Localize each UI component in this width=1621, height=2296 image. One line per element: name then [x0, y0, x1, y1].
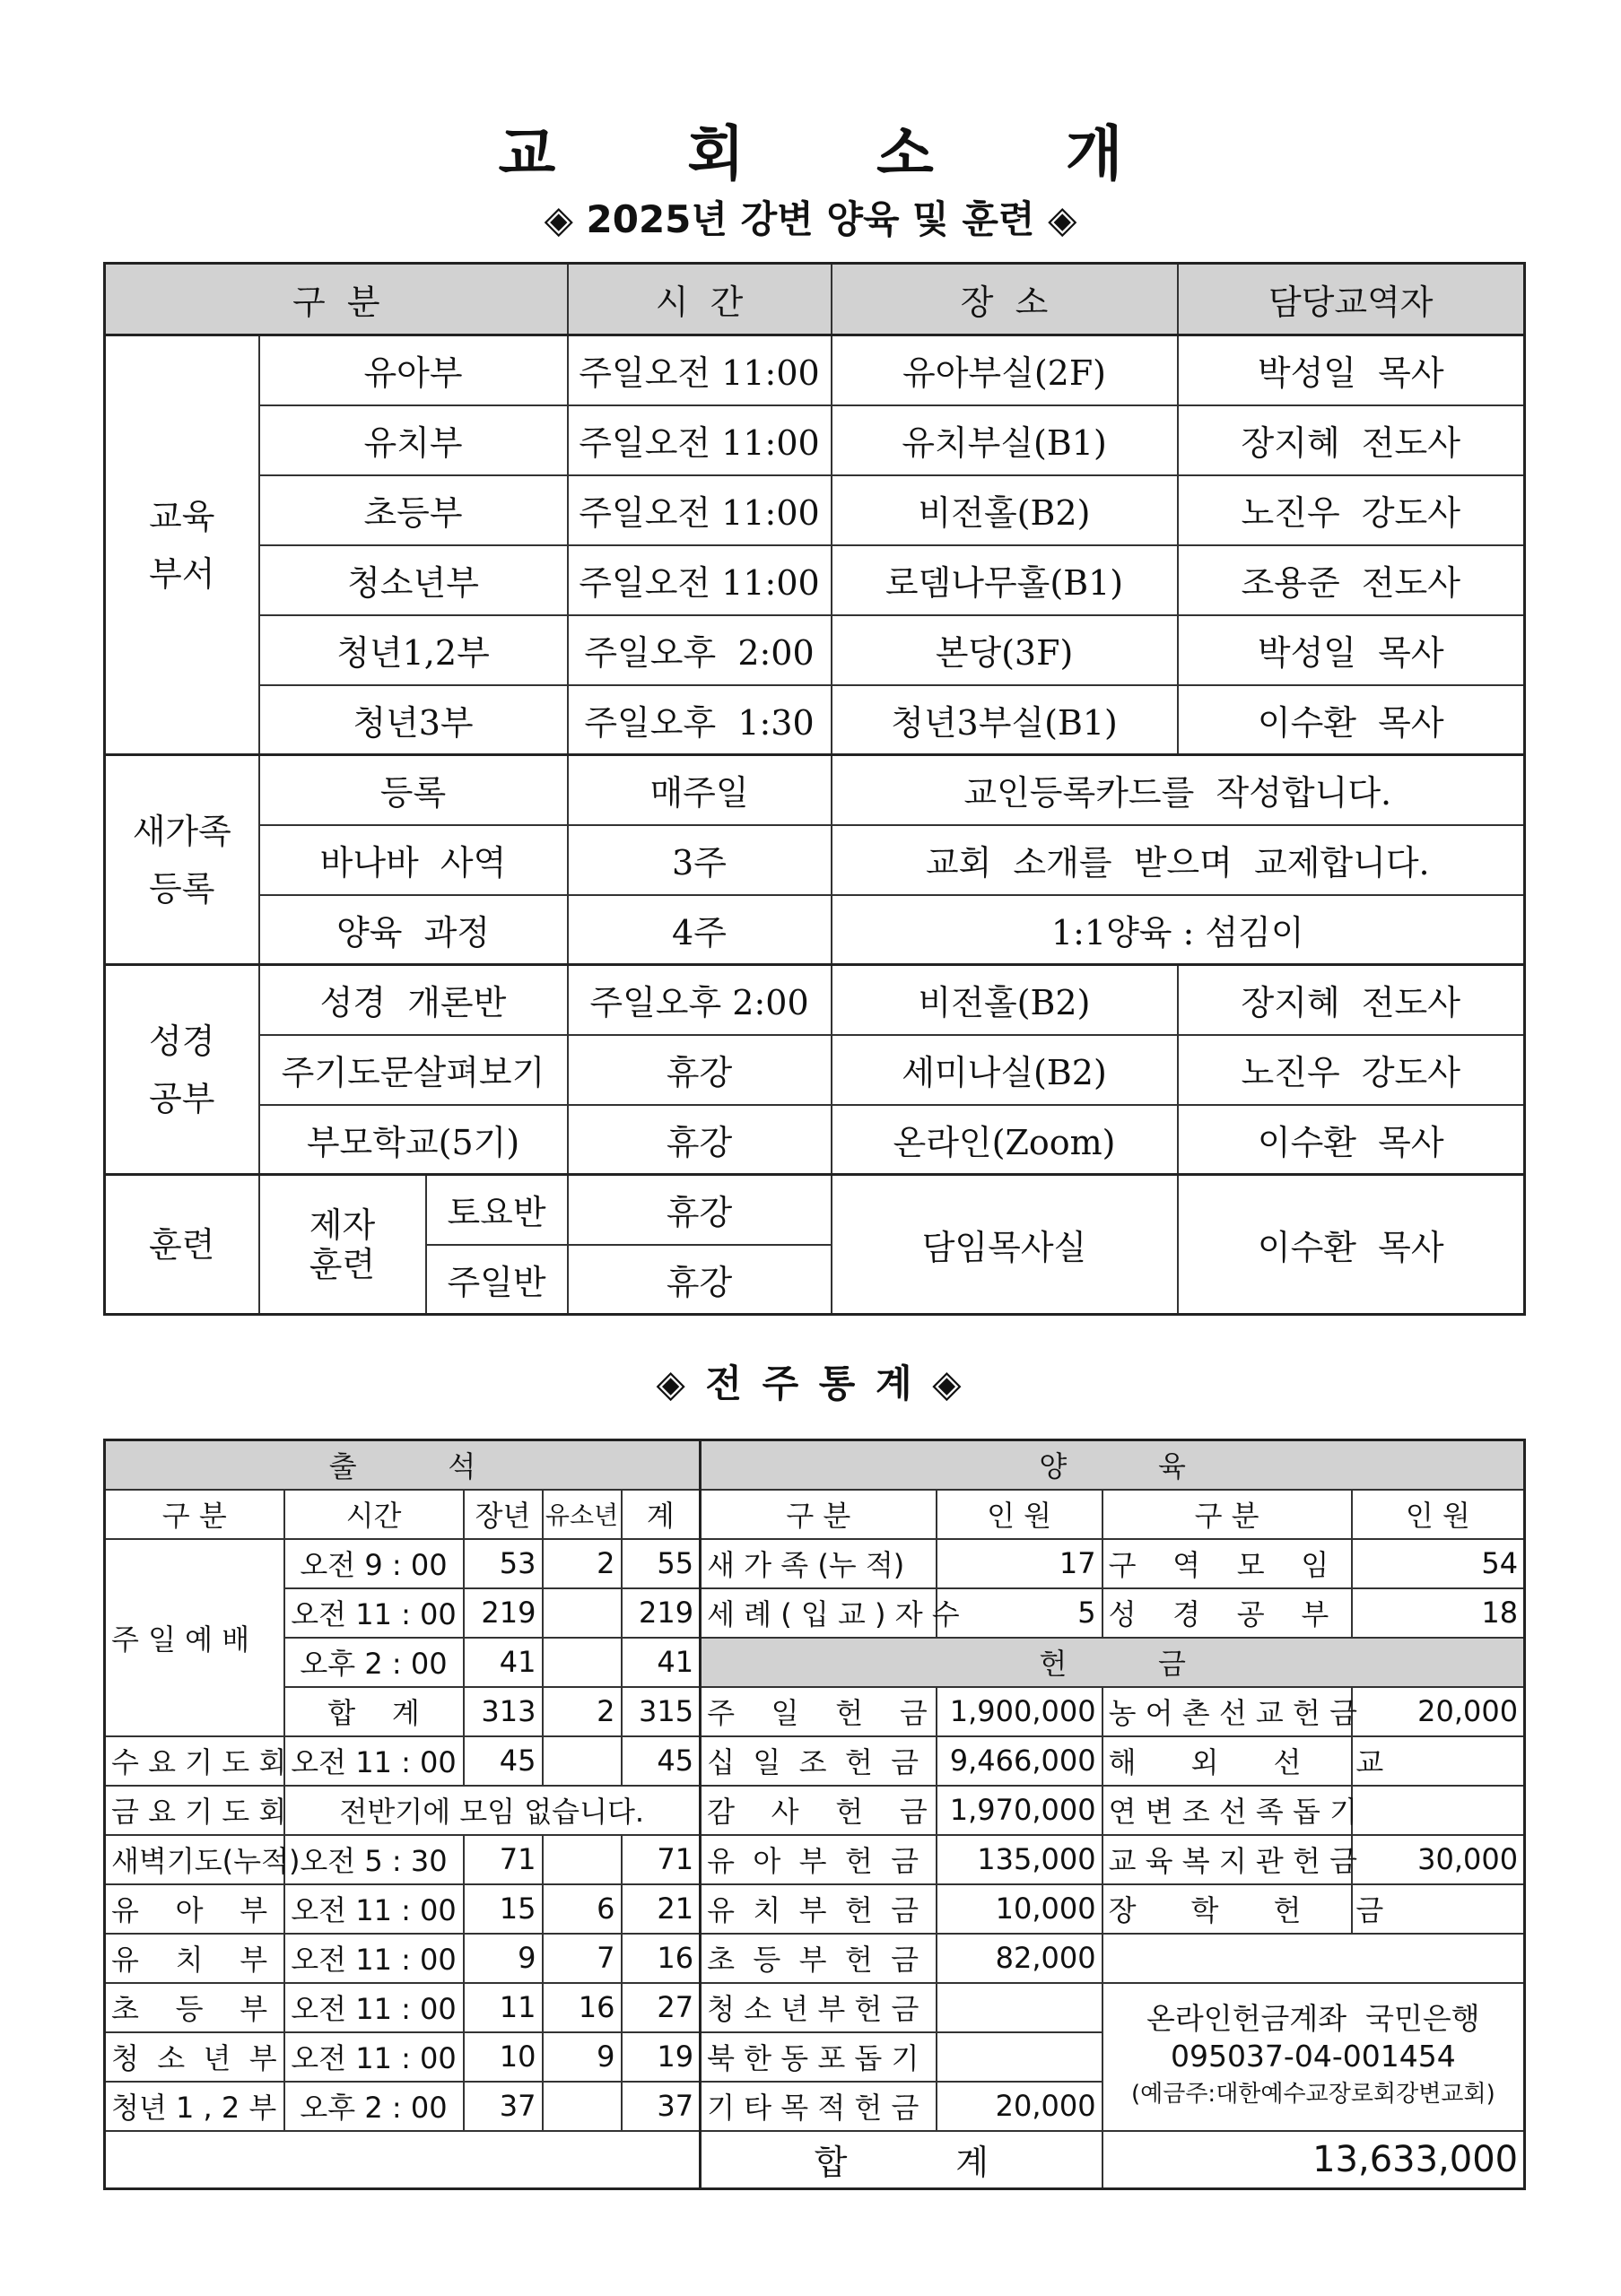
bible-place: 온라인(Zoom)	[832, 1105, 1178, 1175]
row-label: 유 치 부	[105, 1934, 284, 1983]
newfamily-time: 4주	[568, 895, 832, 965]
schedule-row	[105, 1105, 1525, 1175]
worship-label: 주 일 예 배	[105, 1539, 284, 1736]
dept-place: 본당(3F)	[832, 615, 1178, 685]
adult-cell: 15	[464, 1884, 543, 1934]
offering-label: 감 사 헌 금	[701, 1786, 937, 1835]
time-cell: 오전 11 : 00	[284, 2032, 464, 2082]
header-category: 구 분	[105, 264, 568, 335]
time-cell: 오후 2 : 00	[284, 2082, 464, 2131]
grand-total-label: 합 계	[701, 2131, 1102, 2189]
page-title: 교 회 소 개	[498, 119, 1179, 188]
account-line1: 온라인헌금계좌 국민은행	[1146, 2001, 1480, 2036]
row-label: 초 등 부	[105, 1983, 284, 2032]
offering-label: 유 치 부 헌 금	[701, 1884, 937, 1934]
youth-cell: 6	[543, 1884, 622, 1934]
total-cell: 45	[622, 1736, 701, 1786]
account-holder: (예금주:대한예수교장로회강변교회)	[1130, 2081, 1495, 2108]
schedule-row	[105, 335, 1525, 405]
bible-staff: 장지혜 전도사	[1178, 965, 1525, 1035]
col-category: 구 분	[105, 1490, 284, 1539]
schedule-row	[105, 825, 1525, 895]
offering-label: 교 육 복 지 관 헌 금	[1102, 1835, 1352, 1884]
time-cell: 오전 11 : 00	[284, 1588, 464, 1638]
adult-cell: 313	[464, 1687, 543, 1736]
stats-table	[103, 1439, 1526, 2190]
empty-cell	[1102, 1934, 1525, 1983]
schedule-row	[105, 545, 1525, 615]
table-row	[105, 1835, 1525, 1884]
newfamily-time: 매주일	[568, 755, 832, 825]
account-info	[1102, 1983, 1525, 2131]
offering-label: 기 타 목 적 헌 금	[701, 2082, 937, 2131]
offering-label: 해 외 선 교	[1102, 1736, 1352, 1786]
nurture-title: 양 육	[701, 1440, 1525, 1490]
attendance-title: 출 석	[105, 1440, 701, 1490]
dept-place: 유치부실(B1)	[832, 405, 1178, 475]
table-row	[105, 1588, 1525, 1638]
category-newfamily: 새가족 등록	[105, 755, 259, 965]
nurture-value: 5	[937, 1588, 1102, 1638]
nurture-label: 세 례 ( 입 교 ) 자 수	[701, 1588, 937, 1638]
dept-staff: 박성일 목사	[1178, 615, 1525, 685]
col-total: 계	[622, 1490, 701, 1539]
youth-cell: 7	[543, 1934, 622, 1983]
offering-value: 135,000	[937, 1835, 1102, 1884]
offering-value: 9,466,000	[937, 1736, 1102, 1786]
schedule-subtitle: ◈ 2025년 강변 양육 및 훈련 ◈	[544, 197, 1077, 241]
bible-staff: 노진우 강도사	[1178, 1035, 1525, 1105]
header-staff: 담당교역자	[1178, 264, 1525, 335]
total-cell: 315	[622, 1687, 701, 1736]
table-row	[105, 1638, 1525, 1687]
subtotal-label: 합 계	[284, 1687, 464, 1736]
dept-time: 주일오후 1:30	[568, 685, 832, 755]
schedule-row	[105, 1175, 1525, 1245]
offering-label: 십 일 조 헌 금	[701, 1736, 937, 1786]
adult-cell: 10	[464, 2032, 543, 2082]
bible-place: 비전홀(B2)	[832, 965, 1178, 1035]
nurture-label: 성 경 공 부	[1102, 1588, 1352, 1638]
youth-cell: 2	[543, 1539, 622, 1588]
schedule-row	[105, 405, 1525, 475]
total-cell: 55	[622, 1539, 701, 1588]
table-row	[105, 1736, 1525, 1786]
offering-value: 82,000	[937, 1934, 1102, 1983]
total-cell: 71	[622, 1835, 701, 1884]
training-name: 주일반	[426, 1245, 568, 1315]
dept-place: 청년3부실(B1)	[832, 685, 1178, 755]
training-place: 담임목사실	[832, 1175, 1178, 1315]
offering-label: 농 어 촌 선 교 헌 금	[1102, 1687, 1352, 1736]
row-label: 수 요 기 도 회	[105, 1736, 284, 1786]
offering-label: 북 한 동 포 돕 기	[701, 2032, 937, 2082]
bible-time: 주일오후 2:00	[568, 965, 832, 1035]
dept-name: 청년1,2부	[259, 615, 568, 685]
youth-cell: 9	[543, 2032, 622, 2082]
bible-place: 세미나실(B2)	[832, 1035, 1178, 1105]
bible-name: 주기도문살펴보기	[259, 1035, 568, 1105]
training-sub: 제자 훈련	[259, 1175, 426, 1315]
table-row	[105, 1934, 1525, 1983]
col-youth: 유소년	[543, 1490, 622, 1539]
offering-label: 청 소 년 부 헌 금	[701, 1983, 937, 2032]
nurture-value: 18	[1352, 1588, 1525, 1638]
dept-time: 주일오전 11:00	[568, 475, 832, 545]
stats-header-row	[105, 1490, 1525, 1539]
offering-label: 장 학 헌 금	[1102, 1884, 1352, 1934]
stats-title-row	[105, 1440, 1525, 1490]
schedule-row	[105, 475, 1525, 545]
time-cell: 오전 5 : 30	[284, 1835, 464, 1884]
table-row	[105, 1539, 1525, 1588]
dept-time: 주일오전 11:00	[568, 335, 832, 405]
offering-label: 유 아 부 헌 금	[701, 1835, 937, 1884]
youth-cell: 16	[543, 1983, 622, 2032]
newfamily-note: 교회 소개를 받으며 교제합니다.	[832, 825, 1525, 895]
total-cell: 19	[622, 2032, 701, 2082]
row-label: 유 아 부	[105, 1884, 284, 1934]
dept-name: 유치부	[259, 405, 568, 475]
col-nurture-category: 구 분	[701, 1490, 937, 1539]
time-cell: 오후 2 : 00	[284, 1638, 464, 1687]
schedule-table	[103, 262, 1526, 1316]
newfamily-name: 등록	[259, 755, 568, 825]
dept-time: 주일오후 2:00	[568, 615, 832, 685]
total-cell: 219	[622, 1588, 701, 1638]
nurture-label: 새 가 족 (누 적)	[701, 1539, 937, 1588]
total-cell: 37	[622, 2082, 701, 2131]
offering-value	[937, 1983, 1102, 2032]
dept-staff: 박성일 목사	[1178, 335, 1525, 405]
adult-cell: 219	[464, 1588, 543, 1638]
training-time: 휴강	[568, 1245, 832, 1315]
dept-staff: 노진우 강도사	[1178, 475, 1525, 545]
schedule-row	[105, 895, 1525, 965]
schedule-row	[105, 755, 1525, 825]
dept-staff: 이수환 목사	[1178, 685, 1525, 755]
header-place: 장 소	[832, 264, 1178, 335]
training-name: 토요반	[426, 1175, 568, 1245]
row-label: 금 요 기 도 회	[105, 1786, 284, 1835]
offering-value: 1,900,000	[937, 1687, 1102, 1736]
grand-total-value: 13,633,000	[1102, 2131, 1525, 2189]
offering-value: 10,000	[937, 1884, 1102, 1934]
total-row	[105, 2131, 1525, 2189]
table-row	[105, 1786, 1525, 1835]
newfamily-time: 3주	[568, 825, 832, 895]
newfamily-note: 교인등록카드를 작성합니다.	[832, 755, 1525, 825]
time-cell: 오전 11 : 00	[284, 1884, 464, 1934]
schedule-row	[105, 1035, 1525, 1105]
row-label: 청 소 년 부	[105, 2032, 284, 2082]
dept-staff: 장지혜 전도사	[1178, 405, 1525, 475]
adult-cell: 71	[464, 1835, 543, 1884]
col-nurture-count2: 인 원	[1352, 1490, 1525, 1539]
offering-value	[937, 2032, 1102, 2082]
dept-name: 청년3부	[259, 685, 568, 755]
offering-value	[1352, 1786, 1525, 1835]
bible-name: 성경 개론반	[259, 965, 568, 1035]
bible-name: 부모학교(5기)	[259, 1105, 568, 1175]
schedule-row	[105, 685, 1525, 755]
table-row	[105, 1884, 1525, 1934]
nurture-value: 17	[937, 1539, 1102, 1588]
dept-time: 주일오전 11:00	[568, 545, 832, 615]
bible-time: 휴강	[568, 1105, 832, 1175]
adult-cell: 53	[464, 1539, 543, 1588]
dept-place: 로뎀나무홀(B1)	[832, 545, 1178, 615]
newfamily-name: 바나바 사역	[259, 825, 568, 895]
training-time: 휴강	[568, 1175, 832, 1245]
table-row	[105, 1687, 1525, 1736]
category-bible: 성경 공부	[105, 965, 259, 1175]
category-training: 훈련	[105, 1175, 259, 1315]
total-cell: 41	[622, 1638, 701, 1687]
dept-name: 유아부	[259, 335, 568, 405]
header-time: 시 간	[568, 264, 832, 335]
offering-value: 30,000	[1352, 1835, 1525, 1884]
youth-cell: 2	[543, 1687, 622, 1736]
offering-value: 20,000	[1352, 1687, 1525, 1736]
dept-place: 비전홀(B2)	[832, 475, 1178, 545]
offering-label: 주 일 헌 금	[701, 1687, 937, 1736]
offering-title: 헌 금	[701, 1638, 1525, 1687]
offering-value: 20,000	[937, 2082, 1102, 2131]
dept-place: 유아부실(2F)	[832, 335, 1178, 405]
nurture-value: 54	[1352, 1539, 1525, 1588]
table-row	[105, 1983, 1525, 2032]
offering-label: 연 변 조 선 족 돕 기	[1102, 1786, 1352, 1835]
col-adult: 장년	[464, 1490, 543, 1539]
time-cell: 오전 11 : 00	[284, 1983, 464, 2032]
newfamily-name: 양육 과정	[259, 895, 568, 965]
adult-cell: 9	[464, 1934, 543, 1983]
row-note: 전반기에 모임 없습니다.	[284, 1786, 701, 1835]
newfamily-note: 1:1양육 : 섬김이	[832, 895, 1525, 965]
dept-staff: 조용준 전도사	[1178, 545, 1525, 615]
row-label: 청년 1 , 2 부	[105, 2082, 284, 2131]
row-label: 새벽기도(누적)	[105, 1835, 284, 1884]
time-cell: 오전 9 : 00	[284, 1539, 464, 1588]
schedule-row	[105, 615, 1525, 685]
col-time: 시간	[284, 1490, 464, 1539]
stats-subtitle: ◈ 전 주 통 계 ◈	[656, 1361, 965, 1405]
bible-staff: 이수환 목사	[1178, 1105, 1525, 1175]
youth-cell	[543, 1736, 622, 1786]
adult-cell: 41	[464, 1638, 543, 1687]
dept-name: 초등부	[259, 475, 568, 545]
schedule-header-row	[105, 264, 1525, 335]
offering-value: 1,970,000	[937, 1786, 1102, 1835]
total-cell: 27	[622, 1983, 701, 2032]
category-education: 교육 부서	[105, 335, 259, 755]
dept-name: 청소년부	[259, 545, 568, 615]
adult-cell: 11	[464, 1983, 543, 2032]
time-cell: 오전 11 : 00	[284, 1736, 464, 1786]
bible-time: 휴강	[568, 1035, 832, 1105]
adult-cell: 37	[464, 2082, 543, 2131]
dept-time: 주일오전 11:00	[568, 405, 832, 475]
total-cell: 16	[622, 1934, 701, 1983]
training-staff: 이수환 목사	[1178, 1175, 1525, 1315]
youth-cell	[543, 1638, 622, 1687]
col-nurture-category2: 구 분	[1102, 1490, 1352, 1539]
adult-cell: 45	[464, 1736, 543, 1786]
account-number: 095037-04-001454	[1170, 2039, 1456, 2074]
total-cell: 21	[622, 1884, 701, 1934]
schedule-row	[105, 965, 1525, 1035]
youth-cell	[543, 2082, 622, 2131]
time-cell: 오전 11 : 00	[284, 1934, 464, 1983]
youth-cell	[543, 1835, 622, 1884]
empty-cell	[105, 2131, 701, 2189]
col-nurture-count: 인 원	[937, 1490, 1102, 1539]
nurture-label: 구 역 모 임	[1102, 1539, 1352, 1588]
offering-label: 초 등 부 헌 금	[701, 1934, 937, 1983]
youth-cell	[543, 1588, 622, 1638]
